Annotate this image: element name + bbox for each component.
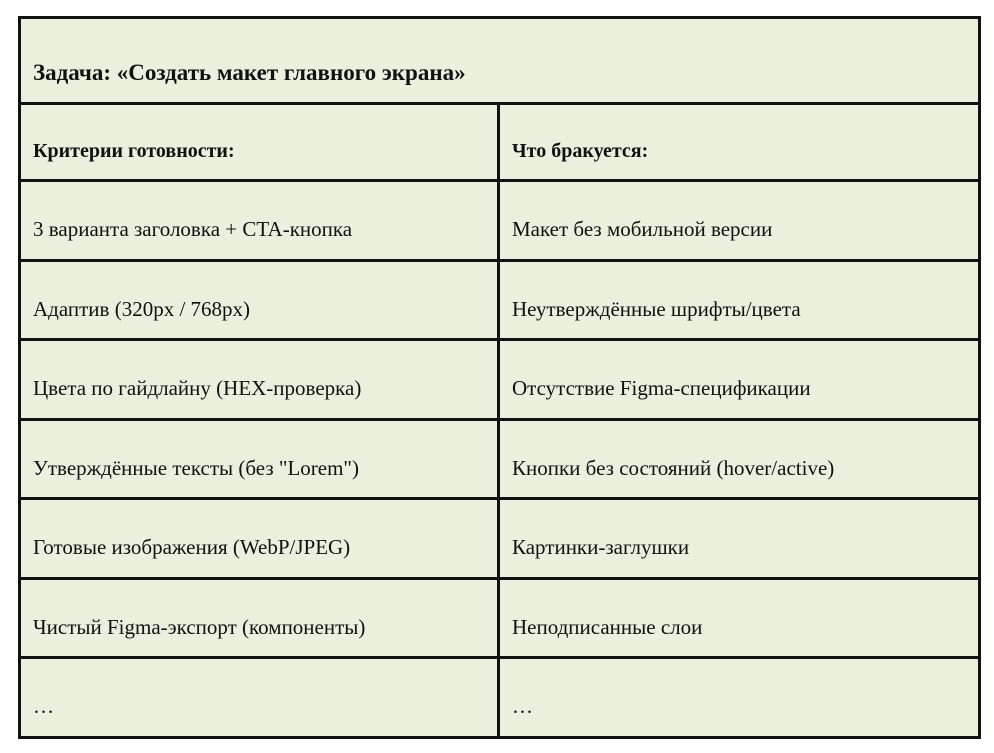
table-row (20, 340, 980, 420)
rejected-cell: Картинки-заглушки (499, 499, 980, 579)
task-title: Задача: «Создать макет главного экрана» (20, 18, 980, 104)
title-row (20, 18, 980, 104)
rejected-header: Что бракуется: (499, 104, 980, 181)
table-row (20, 419, 980, 499)
criteria-cell: Утверждённые тексты (без "Lorem") (20, 419, 499, 499)
rejected-cell: … (499, 658, 980, 738)
header-row (20, 104, 980, 181)
rejected-cell: Отсутствие Figma-спецификации (499, 340, 980, 420)
table-row (20, 499, 980, 579)
table-row (20, 578, 980, 658)
criteria-table (18, 16, 981, 739)
criteria-cell: Чистый Figma-экспорт (компоненты) (20, 578, 499, 658)
criteria-cell: Адаптив (320px / 768px) (20, 260, 499, 340)
rejected-cell: Неутверждённые шрифты/цвета (499, 260, 980, 340)
rejected-cell: Макет без мобильной версии (499, 181, 980, 261)
table-row (20, 658, 980, 738)
table-row (20, 181, 980, 261)
criteria-cell: 3 варианта заголовка + CTA-кнопка (20, 181, 499, 261)
criteria-cell: … (20, 658, 499, 738)
criteria-header: Критерии готовности: (20, 104, 499, 181)
criteria-cell: Цвета по гайдлайну (HEX-проверка) (20, 340, 499, 420)
criteria-cell: Готовые изображения (WebP/JPEG) (20, 499, 499, 579)
table-row (20, 260, 980, 340)
rejected-cell: Неподписанные слои (499, 578, 980, 658)
rejected-cell: Кнопки без состояний (hover/active) (499, 419, 980, 499)
